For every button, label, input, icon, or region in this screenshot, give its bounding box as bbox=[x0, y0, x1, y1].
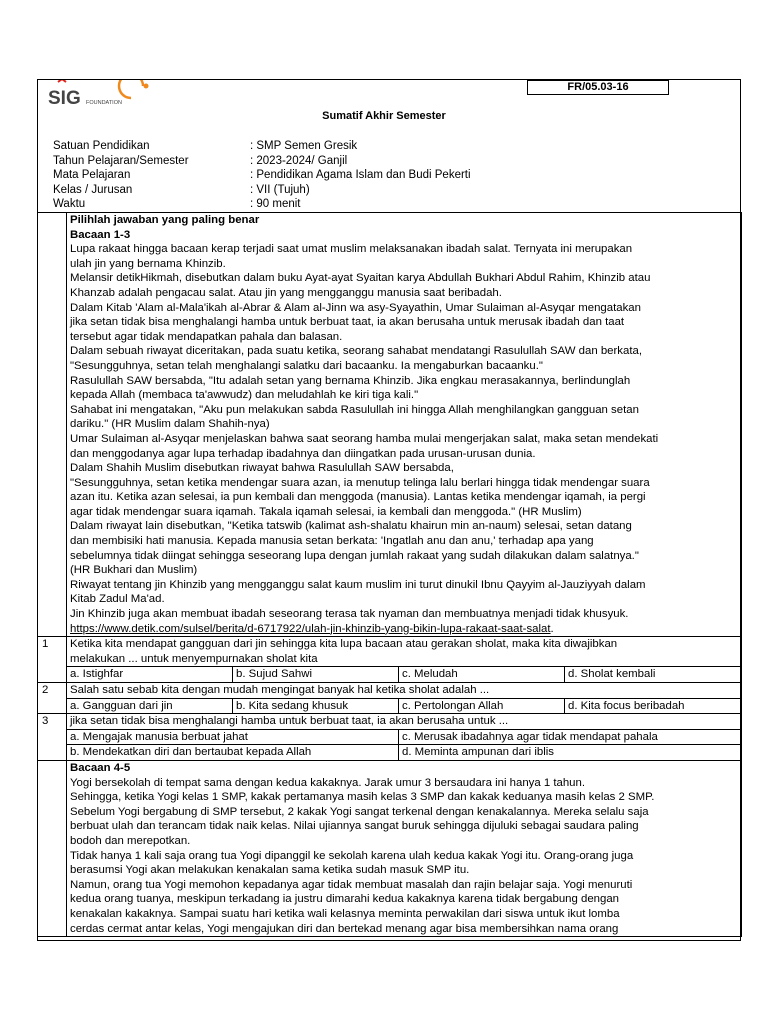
instruction: Pilihlah jawaban yang paling benar bbox=[70, 214, 260, 226]
question-number: 3 bbox=[38, 714, 67, 761]
reading-line: tersebut agar tidak mendapatkan pahala dan balasan. bbox=[70, 330, 343, 343]
reading-line: Sebelum Yogi bergabung di SMP tersebut, 2 kakak Yogi sangat terkenal dengan kenakalannya. Mereka selalu saja bbox=[70, 805, 649, 818]
document-title: Sumatif Akhir Semester bbox=[322, 110, 446, 122]
info-value: : 2023-2024/ Ganjil bbox=[250, 154, 348, 167]
reading-line: cerdas cermat antar kelas, Yogi mengajukan diri dan bertekad menang agar bisa membersihkan nama orang bbox=[70, 922, 619, 935]
reading-line: jika setan tidak bisa menghalangi hamba untuk berbuat taat, ia akan berusaha untuk merusak ibadah dan taat bbox=[70, 316, 625, 329]
blank-cell bbox=[38, 213, 67, 637]
reading-line: bodoh dan merepotkan. bbox=[70, 834, 191, 847]
option-d[interactable]: d. Kita focus beribadah bbox=[565, 698, 742, 714]
reading-line: dan menggodanya agar lupa terhadap ibadahnya dan diingatkan pada urusan-urusan dunia. bbox=[70, 447, 536, 460]
question-number: 2 bbox=[38, 683, 67, 714]
source-link[interactable]: https://www.detik.com/sulsel/berita/d-6717922/ulah-jin-khinzib-yang-bikin-lupa-rakaat-saat-salat bbox=[70, 622, 551, 635]
reading-line: berasumsi Yogi akan melakukan kenakalan sama ketika sudah masuk SMP itu. bbox=[70, 864, 470, 877]
info-label: Satuan Pendidikan bbox=[53, 140, 150, 152]
option-c[interactable]: c. Meludah bbox=[399, 667, 565, 683]
reading-line: ulah jin yang bernama Khinzib. bbox=[70, 257, 226, 270]
info-row bbox=[53, 183, 471, 198]
question-text: jika setan tidak bisa menghalangi hamba untuk berbuat taat, ia akan berusaha untuk ... bbox=[67, 714, 742, 730]
blank-cell bbox=[38, 760, 67, 936]
option-b[interactable]: b. Sujud Sahwi bbox=[233, 667, 399, 683]
reading-line: Umar Sulaiman al-Asyqar menjelaskan bahwa saat seorang hamba mulai mengerjakan salat, maka setan mendekati bbox=[70, 432, 659, 445]
option-b[interactable]: b. Mendekatkan diri dan bertaubat kepada Allah bbox=[67, 745, 399, 761]
logo-subtext: FOUNDATION bbox=[86, 100, 122, 106]
form-code: FR/05.03-16 bbox=[527, 80, 669, 95]
logo-text: SIG bbox=[48, 88, 81, 109]
question-line: Ketika kita mendapat gangguan dari jin sehingga kita lupa bacaan atau gerakan sholat, maka kita diwajibkan bbox=[70, 638, 618, 651]
reading-line: Namun, orang tua Yogi memohon kepadanya agar tidak membuat masalah dan rajin belajar saja. Yogi menuruti bbox=[70, 878, 633, 891]
reading-2 bbox=[67, 760, 742, 936]
info-label: Tahun Pelajaran/Semester bbox=[53, 154, 189, 167]
option-a[interactable]: a. Gangguan dari jin bbox=[67, 698, 233, 714]
reading-line: Khanzab adalah pengacau salat. Atau jin yang mengganggu manusia saat beribadah. bbox=[70, 286, 502, 299]
reading-line: Yogi bersekolah di tempat sama dengan kedua kakaknya. Jarak umur 3 bersaudara ini hanya 1 tahun. bbox=[70, 776, 586, 789]
reading-line: Melansir detikHikmah, disebutkan dalam buku Ayat-ayat Syaitan karya Abdullah Bukhari Abdul Rahim, Khinzib atau bbox=[70, 272, 651, 285]
reading-line: Tidak hanya 1 kali saja orang tua Yogi dipanggil ke sekolah karena ulah kedua kakak Yogi itu. Orang-orang juga bbox=[70, 849, 634, 862]
info-label: Waktu bbox=[53, 198, 86, 211]
question-line: melakukan ... untuk menyempurnakan sholat kita bbox=[70, 652, 318, 665]
info-row bbox=[53, 197, 471, 212]
logo-icon bbox=[46, 80, 156, 114]
option-b[interactable]: b. Kita sedang khusuk bbox=[233, 698, 399, 714]
reading-line: Dalam Shahih Muslim disebutkan riwayat bahwa Rasulullah SAW bersabda, bbox=[70, 462, 454, 475]
reading-line: Dalam Kitab 'Alam al-Mala'ikah al-Abrar & Alam al-Jinn wa asy-Syayathin, Umar Sulaiman al-Asyqar mengatakan bbox=[70, 301, 641, 314]
option-a[interactable]: a. Istighfar bbox=[67, 667, 233, 683]
reading-line: "Sesungguhnya, setan ketika mendengar suara azan, ia menutup telinga lalu berlari hingga tidak mendengar suara bbox=[70, 476, 650, 489]
reading-line: Kitab Zadul Ma'ad. bbox=[70, 593, 165, 606]
reading-line: Rasulullah SAW bersabda, "Itu adalah setan yang bernama Khinzib. Jika engkau merasakannya, berlindunglah bbox=[70, 374, 631, 387]
reading-line: dan membisiki hati manusia. Kepada manusia setan berkata: 'Ingatlah anu dan anu,' terhadap apa yang bbox=[70, 535, 594, 548]
question-text: Salah satu sebab kita dengan mudah mengingat banyak hal ketika sholat adalah ... bbox=[67, 683, 742, 699]
reading-title: Bacaan 4-5 bbox=[70, 761, 131, 774]
reading-line: Riwayat tentang jin Khinzib yang mengganggu salat kaum muslim ini turut dinukil Ibnu Qayyim al-Jauziyyah dalam bbox=[70, 578, 646, 591]
info-value: : SMP Semen Gresik bbox=[250, 140, 358, 152]
info-block bbox=[53, 139, 471, 212]
option-a[interactable]: a. Mengajak manusia berbuat jahat bbox=[67, 729, 399, 745]
option-c[interactable]: c. Pertolongan Allah bbox=[399, 698, 565, 714]
info-row bbox=[53, 168, 471, 183]
info-row bbox=[53, 154, 471, 169]
info-value: : 90 menit bbox=[250, 198, 301, 211]
reading-line: Sahabat ini mengatakan, "Aku pun melakukan sabda Rasulullah ini hingga Allah menghilangkan gangguan setan bbox=[70, 403, 639, 416]
question-table bbox=[37, 212, 742, 937]
info-label: Mata Pelajaran bbox=[53, 169, 131, 182]
question-text bbox=[67, 637, 742, 667]
reading-line: Dalam riwayat lain disebutkan, "Ketika tatswib (kalimat ash-shalatu khairun min an-naum) selesai, setan datang bbox=[70, 520, 632, 533]
reading-line: dariku." (HR Muslim dalam Shahih-nya) bbox=[70, 418, 270, 431]
source-line bbox=[70, 622, 741, 637]
source-suffix: . bbox=[550, 622, 554, 635]
reading-line: kepada Allah (membaca ta'awwudz) dan meludahlah ke kiri tiga kali." bbox=[70, 389, 419, 402]
reading-1 bbox=[67, 213, 742, 637]
reading-1-lines bbox=[70, 242, 741, 621]
info-label: Kelas / Jurusan bbox=[53, 183, 133, 196]
reading-2-lines bbox=[70, 776, 741, 937]
reading-line: berbuat ulah dan terancam tidak naik kelas. Nilai ujiannya sangat buruk sehingga dijuluki sebagai saudara paling bbox=[70, 820, 639, 833]
reading-title: Bacaan 1-3 bbox=[70, 228, 131, 241]
reading-line: (HR Bukhari dan Muslim) bbox=[70, 564, 198, 577]
reading-line: kenakalan kakaknya. Sampai suatu hari ketika wali kelasnya meminta perwakilan dari siswa untuk ikut lomba bbox=[70, 907, 620, 920]
option-d[interactable]: d. Sholat kembali bbox=[565, 667, 742, 683]
reading-line: Jin Khinzib juga akan membuat ibadah seseorang terasa tak nyaman dan membuatnya menjadi tidak khusyuk. bbox=[70, 608, 629, 621]
reading-line: sebelumnya tidak diingat sehingga seseorang lupa dengan jumlah rakaat yang sudah dilakukan dalam salatnya." bbox=[70, 549, 639, 562]
info-value: : VII (Tujuh) bbox=[250, 183, 310, 196]
reading-line: Sehingga, ketika Yogi kelas 1 SMP, kakak pertamanya masih kelas 3 SMP dan kakak keduanya masih kelas 2 SMP. bbox=[70, 791, 655, 804]
reading-line: Dalam sebuah riwayat diceritakan, pada suatu ketika, seorang sahabat mendatangi Rasulullah SAW dan berkata, bbox=[70, 345, 642, 358]
option-d[interactable]: d. Meminta ampunan dari iblis bbox=[399, 745, 742, 761]
option-c[interactable]: c. Merusak ibadahnya agar tidak mendapat pahala bbox=[399, 729, 742, 745]
reading-line: Lupa rakaat hingga bacaan kerap terjadi saat umat muslim melaksanakan ibadah salat. Ternyata ini merupakan bbox=[70, 243, 633, 256]
question-number: 1 bbox=[38, 637, 67, 683]
info-row bbox=[53, 139, 471, 154]
reading-line: kedua orang tuanya, meskipun terkadang ia justru dimarahi kedua kakaknya karena tidak bergabung dengan bbox=[70, 893, 620, 906]
reading-line: azan itu. Ketika azan selesai, ia pun kembali dan menggoda (manusia). Lantas ketika mendengar iqamah, ia pergi bbox=[70, 491, 646, 504]
sig-foundation-logo bbox=[46, 80, 156, 114]
reading-line: "Sesungguhnya, setan telah menghalangi salatku dari bacaanku. Ia mengaburkan bacaanku." bbox=[70, 359, 543, 372]
info-value: : Pendidikan Agama Islam dan Budi Pekerti bbox=[250, 169, 471, 182]
reading-line: agar tidak mendengar suara iqamah. Takala iqamah selesai, ia kembali dan menggoda." (HR Muslim) bbox=[70, 505, 582, 518]
